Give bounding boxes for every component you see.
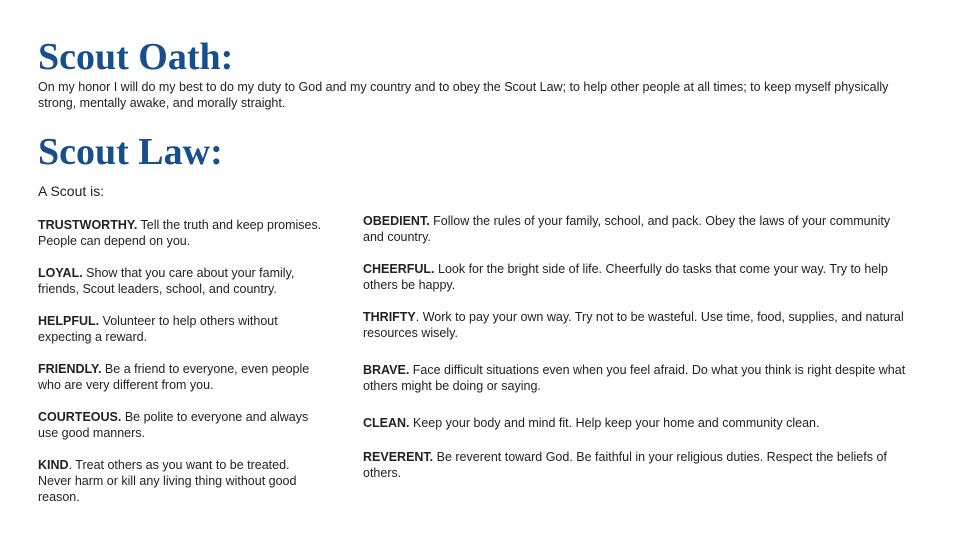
law-desc: Look for the bright side of life. Cheerfully do tasks that come your way. Try to help others be happy.	[363, 262, 888, 292]
law-term: TRUSTWORTHY.	[38, 218, 138, 232]
law-item-kind	[38, 457, 323, 505]
law-term: THRIFTY	[363, 310, 416, 324]
law-term: KIND	[38, 458, 69, 472]
law-item-clean	[363, 415, 913, 431]
law-item-loyal	[38, 265, 323, 297]
law-item-courteous	[38, 409, 323, 441]
law-term: CHEERFUL.	[363, 262, 435, 276]
law-desc: Be reverent toward God. Be faithful in your religious duties. Respect the beliefs of others.	[363, 450, 887, 480]
law-term: BRAVE.	[363, 363, 410, 377]
law-desc: Be polite to everyone and always use good manners.	[38, 410, 309, 440]
law-desc: . Treat others as you want to be treated. Never harm or kill any living thing without good reason.	[38, 458, 297, 504]
law-item-trustworthy	[38, 217, 323, 249]
law-desc: Face difficult situations even when you feel afraid. Do what you think is right despite what others might be doing or saying.	[363, 363, 906, 393]
law-item-obedient	[363, 213, 913, 245]
scout-law-intro: A Scout is:	[38, 183, 105, 199]
law-item-cheerful	[363, 261, 913, 293]
law-item-friendly	[38, 361, 323, 393]
law-item-reverent	[363, 449, 913, 481]
law-item-brave	[363, 362, 913, 394]
scout-oath-text: On my honor I will do my best to do my duty to God and my country and to obey the Scout Law; to help other people at all times; to keep myself physically strong, mentally awake, and morally straight.	[38, 80, 889, 110]
law-term: CLEAN.	[363, 416, 410, 430]
scout-oath-title: Scout Oath:	[38, 36, 234, 78]
law-item-thrifty	[363, 309, 913, 341]
law-item-helpful	[38, 313, 323, 345]
law-desc: Be a friend to everyone, even people who are very different from you.	[38, 362, 310, 392]
law-term: COURTEOUS.	[38, 410, 122, 424]
law-term: FRIENDLY.	[38, 362, 102, 376]
law-term: REVERENT.	[363, 450, 434, 464]
law-term: HELPFUL.	[38, 314, 100, 328]
law-term: LOYAL.	[38, 266, 83, 280]
law-desc: Follow the rules of your family, school, and pack. Obey the laws of your community and country.	[363, 214, 891, 244]
law-term: OBEDIENT.	[363, 214, 430, 228]
law-desc: . Work to pay your own way. Try not to be wasteful. Use time, food, supplies, and natural resources wisely.	[363, 310, 904, 340]
law-desc: Show that you care about your family, friends, Scout leaders, school, and country.	[38, 266, 295, 296]
scout-law-title: Scout Law:	[38, 131, 223, 173]
law-desc: Tell the truth and keep promises. People can depend on you.	[38, 218, 322, 248]
law-desc: Keep your body and mind fit. Help keep your home and community clean.	[409, 416, 820, 430]
law-desc: Volunteer to help others without expecting a reward.	[38, 314, 278, 344]
